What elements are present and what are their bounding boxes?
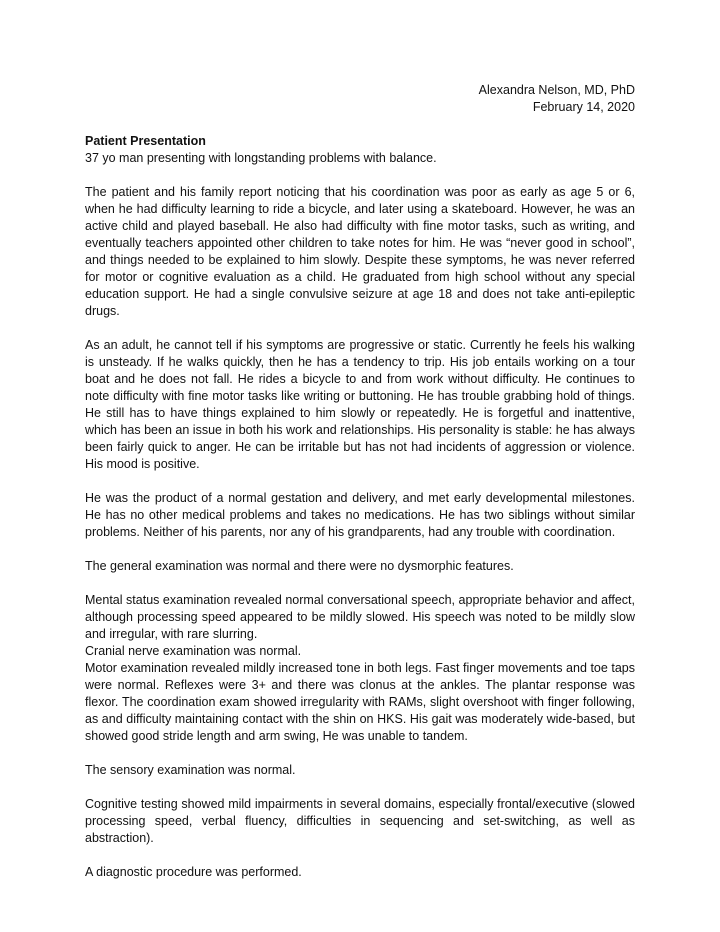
cognitive-testing-paragraph: Cognitive testing showed mild impairments in several domains, especially frontal/executive (slowed processing speed, verbal fluency, difficulties in sequencing and set-switching, as well as abstraction).: [85, 797, 635, 845]
document-date: February 14, 2020: [532, 100, 635, 114]
history-paragraph-childhood: The patient and his family report noticing that his coordination was poor as early as age 5 or 6, when he had difficulty learning to ride a bicycle, and later using a skateboard. However, he was an active child and played baseball. He also had difficulty with fine motor tasks, such as writing, and eventually teachers appointed other children to take notes for him. He was “never good in school”, and things needed to be explained to him slowly. Despite these symptoms, he was never referred for motor or cognitive evaluation as a child. He graduated from high school without any special education support. He had a single convulsive seizure at age 18 and does not take anti-epileptic drugs.: [85, 185, 635, 318]
document-page: [85, 82, 635, 881]
spacer: [85, 745, 635, 762]
spacer: [85, 116, 635, 133]
author-name: Alexandra Nelson, MD, PhD: [478, 83, 635, 97]
closing-line: A diagnostic procedure was performed.: [85, 865, 302, 879]
motor-exam-paragraph: Motor examination revealed mildly increased tone in both legs. Fast finger movements and toe taps were normal. Reflexes were 3+ and there was clonus at the ankles. The plantar response was flexor. The coordination exam showed irregularity with RAMs, slight overshoot with finger following, as and difficulty maintaining contact with the shin on HKS. His gait was moderately wide-based, but showed good stride length and arm swing, He was unable to tandem.: [85, 661, 635, 743]
document-header: [85, 82, 635, 116]
general-exam-paragraph: The general examination was normal and there were no dysmorphic features.: [85, 559, 514, 573]
chief-complaint: 37 yo man presenting with longstanding problems with balance.: [85, 151, 437, 165]
spacer: [85, 779, 635, 796]
sensory-exam-line: The sensory examination was normal.: [85, 763, 296, 777]
cranial-nerve-line: Cranial nerve examination was normal.: [85, 644, 302, 658]
spacer: [85, 847, 635, 864]
spacer: [85, 473, 635, 490]
spacer: [85, 575, 635, 592]
history-paragraph-family: He was the product of a normal gestation and delivery, and met early developmental milestones. He has no other medical problems and takes no medications. He has two siblings without similar problems. Neither of his parents, nor any of his grandparents, had any trouble with coordination.: [85, 491, 635, 539]
mental-status-paragraph: Mental status examination revealed normal conversational speech, appropriate behavior and affect, although processing speed appeared to be mildly slowed. His speech was noted to be mildly slow and irregular, with rare slurring.: [85, 593, 635, 641]
section-title: Patient Presentation: [85, 134, 206, 148]
spacer: [85, 541, 635, 558]
history-paragraph-adult: As an adult, he cannot tell if his symptoms are progressive or static. Currently he feels his walking is unsteady. If he walks quickly, then he has a tendency to trip. His job entails working on a tour boat and he does not fall. He rides a bicycle to and from work without difficulty. He continues to note difficulty with fine motor tasks like writing or buttoning. He has trouble grabbing hold of things. He still has to have things explained to him slowly or repeatedly. He is forgetful and inattentive, which has been an issue in both his work and relationships. His personality is stable: he has always been fairly quick to anger. He can be irritable but has not had incidents of aggression or violence. His mood is positive.: [85, 338, 635, 471]
spacer: [85, 320, 635, 337]
spacer: [85, 167, 635, 184]
